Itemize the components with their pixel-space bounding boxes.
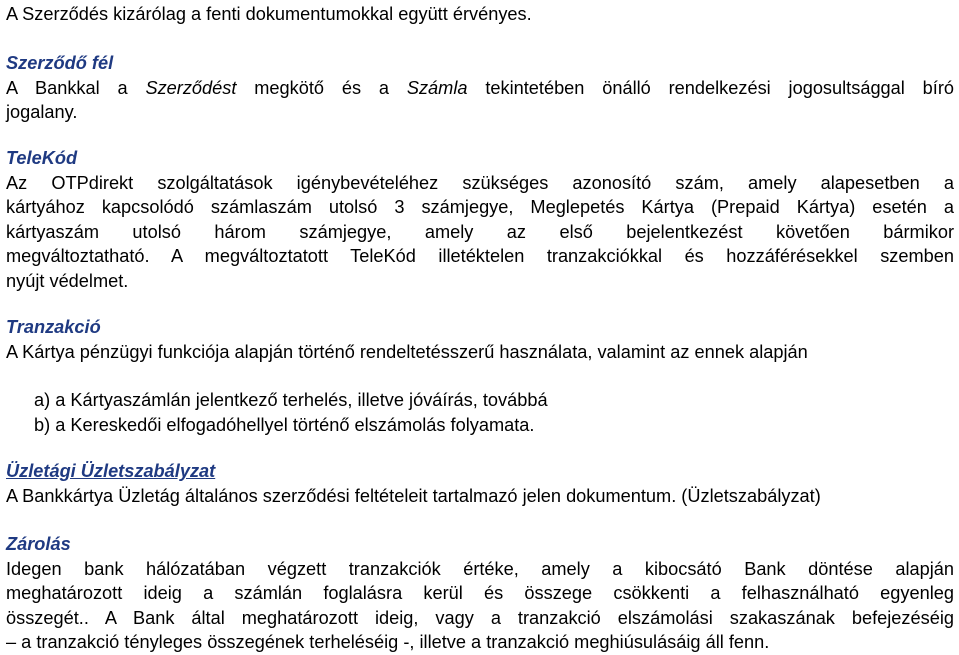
- section-heading-uzletszabalyzat: Üzletági Üzletszabályzat: [6, 461, 216, 481]
- spacer: [6, 364, 954, 388]
- section-heading-zarolas: Zárolás: [6, 534, 71, 554]
- section-uzletszabalyzat: [6, 459, 954, 508]
- section-heading-telekod: TeleKód: [6, 148, 78, 168]
- definition-line: Az OTPdirekt szolgáltatások igénybevételéhez szükséges azonosító szám, amely alapesetben a: [6, 172, 954, 193]
- italic-term: Számla: [406, 77, 468, 98]
- list-item-a: a) a Kártyaszámlán jelentkező terhelés, illetve jóváírás, továbbá: [34, 390, 548, 410]
- section-telekod: [6, 146, 954, 293]
- definition-line: kártyához kapcsolódó számlaszám utolsó 3 számjegye, Meglepetés Kártya (Prepaid Kártya) esetén a: [6, 197, 954, 217]
- definition-line: nyújt védelmet.: [6, 270, 129, 291]
- section-tranzakcio: [6, 315, 954, 437]
- definition-line: meghatározott ideig a számlán foglalásra kerül és összege csökkenti a felhasználható egyenleg: [6, 583, 954, 603]
- section-heading-tranzakcio: Tranzakció: [6, 317, 101, 337]
- definition-line: kártyaszám utolsó három számjegye, amely az első bejelentkezést követően bármikor: [6, 221, 954, 242]
- list-item-b: b) a Kereskedői elfogadóhellyel történő elszámolás folyamata.: [34, 414, 535, 435]
- definition-line: – a tranzakció tényleges összegének terheléséig -, illetve a tranzakció meghiúsulásáig áll fenn.: [6, 632, 770, 652]
- intro-paragraph: A Szerződés kizárólag a fenti dokumentumokkal együtt érvényes.: [6, 4, 532, 24]
- definition-line: [6, 76, 954, 101]
- definition-line: Idegen bank hálózatában végzett tranzakciók értéke, amely a kibocsátó Bank döntése alapján: [6, 558, 954, 579]
- italic-term: Szerződést: [145, 77, 237, 98]
- text-run: tekintetében önálló rendelkezési jogosultsággal bíró: [467, 77, 955, 98]
- definition-line: A Bankkártya Üzletág általános szerződési feltételeit tartalmazó jelen dokumentum. (Üzletszabályzat): [6, 485, 821, 506]
- definition-line: összegét.. A Bank által meghatározott ideig, vagy a tranzakció elszámolási szakaszának befejezéséig: [6, 607, 954, 628]
- section-heading-szerzodo-fel: Szerződő fél: [6, 53, 114, 73]
- definition-line: A Kártya pénzügyi funkciója alapján történő rendeltetésszerű használata, valamint az ennek alapján: [6, 341, 808, 362]
- text-run: A Bankkal a: [6, 77, 146, 98]
- text-run: megkötő és a: [236, 77, 407, 98]
- section-zarolas: [6, 532, 954, 655]
- definition-line: jogalany.: [6, 102, 78, 122]
- section-szerzodo-fel: [6, 51, 954, 125]
- definition-line: megváltoztatható. A megváltoztatott TeleKód illetéktelen tranzakciókkal és hozzáférésekkel szemben: [6, 246, 954, 266]
